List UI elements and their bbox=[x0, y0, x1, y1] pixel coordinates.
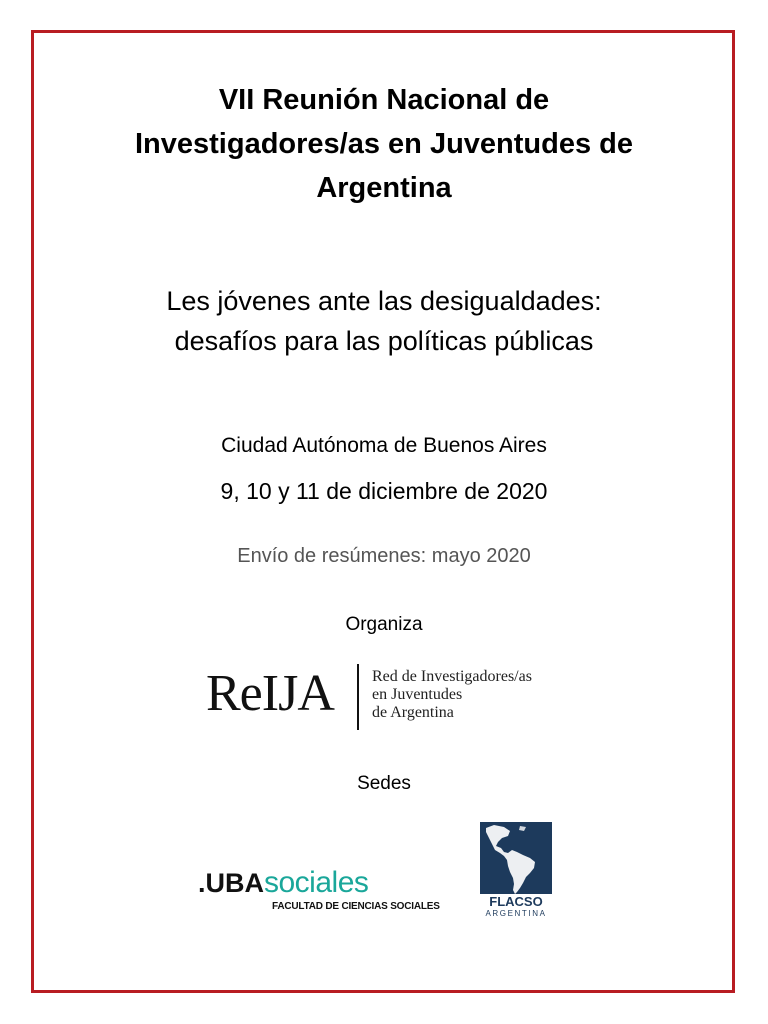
organizer-label: Organiza bbox=[345, 614, 423, 635]
flacso-map-emblem bbox=[480, 822, 552, 894]
reija-divider bbox=[357, 664, 359, 730]
reija-description-line-3: de Argentina bbox=[372, 704, 454, 721]
flacso-name: FLACSO bbox=[489, 894, 543, 909]
flacso-country: ARGENTINA bbox=[485, 909, 547, 918]
event-dates: 9, 10 y 11 de diciembre de 2020 bbox=[220, 478, 548, 504]
americas-map-icon bbox=[480, 822, 552, 894]
submission-deadline: Envío de resúmenes: mayo 2020 bbox=[237, 545, 531, 567]
event-title-line-3: Argentina bbox=[316, 172, 452, 204]
uba-sociales-logo bbox=[198, 864, 440, 918]
event-title-line-2: Investigadores/as en Juventudes de bbox=[134, 128, 633, 160]
flacso-logo bbox=[475, 822, 557, 918]
uba-prefix: .UBA bbox=[198, 868, 264, 898]
event-title-line-1: VII Reunión Nacional de bbox=[218, 84, 550, 116]
venues-label: Sedes bbox=[357, 773, 411, 794]
event-subtitle-line-2: desafíos para las políticas públicas bbox=[174, 326, 594, 356]
reija-wordmark: ReIJA bbox=[206, 665, 334, 722]
uba-suffix: sociales bbox=[264, 866, 369, 899]
reija-description-line-1: Red de Investigadores/as bbox=[372, 668, 532, 685]
uba-faculty-name: FACULTAD DE CIENCIAS SOCIALES bbox=[272, 901, 440, 912]
reija-description-line-2: en Juventudes bbox=[372, 686, 463, 703]
reija-logo bbox=[206, 658, 566, 734]
event-subtitle bbox=[40, 281, 728, 361]
reija-description bbox=[372, 668, 532, 722]
event-subtitle-line-1: Les jóvenes ante las desigualdades: bbox=[166, 286, 602, 316]
event-location: Ciudad Autónoma de Buenos Aires bbox=[221, 434, 547, 457]
event-title bbox=[40, 78, 728, 210]
